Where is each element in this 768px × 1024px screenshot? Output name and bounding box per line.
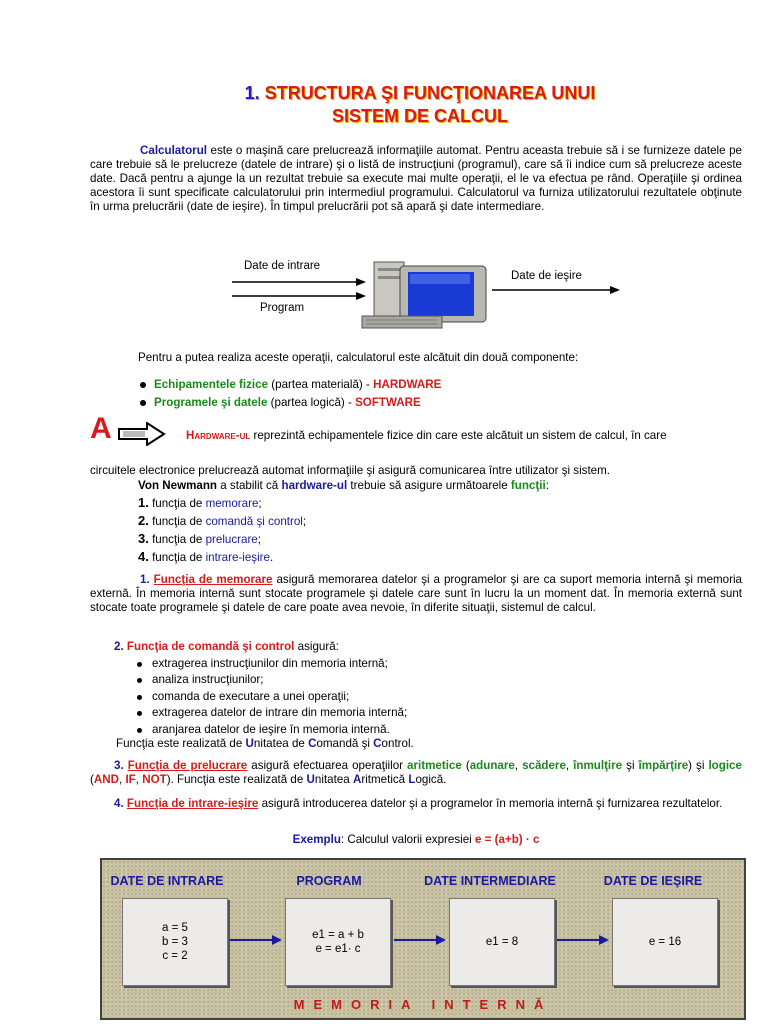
list-item: 4. funcţia de intrare-ieşire.: [138, 549, 274, 564]
title-number: 1.: [244, 83, 260, 103]
functions-list: [138, 494, 306, 566]
program-label: Program: [260, 302, 305, 314]
hardware-term: Hardware-ul: [186, 429, 251, 442]
list-item: extragerea instrucţiunilor din memoria internă;: [134, 656, 407, 672]
data-box-intermediate: e1 = 8: [449, 898, 555, 986]
input-label: Date de intrare: [244, 260, 321, 272]
list-item: Programele şi datele (partea logică) - SOFTWARE: [138, 394, 441, 412]
output-label: Date de ieşire: [511, 270, 582, 282]
vonneumann-line: Von Newmann a stabilit că hardware-ul trebuie să asigure următoarele funcţii:: [138, 479, 549, 492]
list-item: 2. funcţia de comandă şi control;: [138, 513, 307, 528]
list-item: aranjarea datelor de ieşire în memoria internă.: [134, 722, 407, 738]
list-item: analiza instrucţiunilor;: [134, 672, 407, 688]
components-intro: Pentru a putea realiza aceste operaţii, calculatorul este alcătuit din două componente:: [138, 351, 579, 364]
memory-diagram: [100, 858, 746, 1020]
intro-lead: Calculatorul: [140, 144, 207, 157]
flow-arrow: [555, 934, 611, 946]
intro-paragraph: [90, 144, 742, 214]
intro-text: este o maşină care prelucrează informaţiile automat. Pentru aceasta trebuie să i se furnizeze datele pe care trebuie să le prelucreze (datele de intrare) şi o listă de instrucţiuni (programul), care să îi indice cum să prelucreze aceste date. Dacă pentru a ajunge la un rezultat trebuie sa execute mai multe operaţii, el le va efectua pe rând. Operaţiile şi ordinea acestora îi sunt specificate calculatorului prin intermediul programului. Calculatorul va furniza utilizatorului rezultatele obţinute în urma prelucrării (date de ieşire). În timpul prelucrării pot să apară şi date intermediare.: [90, 144, 742, 213]
diagram-header: PROGRAM: [296, 874, 362, 888]
list-item: comanda de executare a unei operaţii;: [134, 689, 407, 705]
paragraph-intrare-iesire: 4. Funcţia de intrare-ieşire asigură introducerea datelor şi a programelor în memoria internă şi furnizarea rezultatelor.: [114, 797, 723, 810]
flow-arrow: [228, 934, 284, 946]
diagram-header: DATE DE IEŞIRE: [603, 874, 703, 888]
list-item: extragerea datelor de intrare din memoria internă;: [134, 705, 407, 721]
section-a-line: [186, 429, 746, 442]
paragraph-comanda: 2. Funcţia de comandă şi control asigură:: [114, 640, 339, 653]
io-figure: [232, 254, 632, 324]
list-item: 3. funcţia de prelucrare;: [138, 531, 261, 546]
paragraph-prelucrare: 3. Funcţia de prelucrare asigură efectuarea operaţiilor aritmetice (adunare, scădere, înmulţire şi împărţire) şi logice (AND, IF, NOT). Funcţia este realizată de Unitatea Aritmetică Logică.: [90, 759, 742, 786]
page-title: [120, 82, 720, 128]
data-box-program: e1 = a + b e = e1· c: [285, 898, 391, 986]
list-item: Echipamentele fizice (partea materială) - HARDWARE: [138, 376, 441, 394]
data-box-input: a = 5 b = 3 c = 2: [122, 898, 228, 986]
flow-arrow: [392, 934, 448, 946]
comanda-tail: Funcţia este realizată de Unitatea de Comandă şi Control.: [116, 737, 414, 750]
data-box-output: e = 16: [612, 898, 718, 986]
components-list: [138, 376, 441, 412]
title-line2: SISTEM DE CALCUL: [331, 106, 508, 126]
memory-label: MEMORIA INTERNĂ: [293, 997, 553, 1012]
section-letter: A: [90, 412, 112, 445]
computer-icon: [360, 254, 494, 334]
title-line1: STRUCTURA ŞI FUNCŢIONAREA UNUI: [264, 83, 596, 103]
example-line: Exemplu: Calculul valorii expresiei e = (a+b) · c: [292, 833, 540, 846]
hardware-definition: reprezintă echipamentele fizice din care este alcătuit un sistem de calcul, în care: [253, 429, 667, 442]
diagram-header: DATE DE INTRARE: [110, 874, 224, 888]
list-item: 1. funcţia de memorare;: [138, 495, 262, 510]
paragraph-memorare: 1. Funcţia de memorare asigură memorarea datelor şi a programelor şi are ca suport memoria internă şi memoria externă. În memoria internă sunt stocate programele şi datele care sunt în lucru la un moment dat. În memoria externă sunt stocate toate programele şi datele de care poate avea nevoie, în diferite situaţii, sistemul de calcul.: [90, 573, 743, 614]
section-a-cont: circuitele electronice prelucrează automat informaţiile şi asigură comunicarea între utilizator şi sistem.: [90, 464, 611, 477]
output-arrow: [492, 284, 622, 296]
diagram-header: DATE INTERMEDIARE: [424, 874, 556, 888]
comanda-list: [134, 656, 407, 738]
right-arrow-icon: [117, 422, 167, 446]
